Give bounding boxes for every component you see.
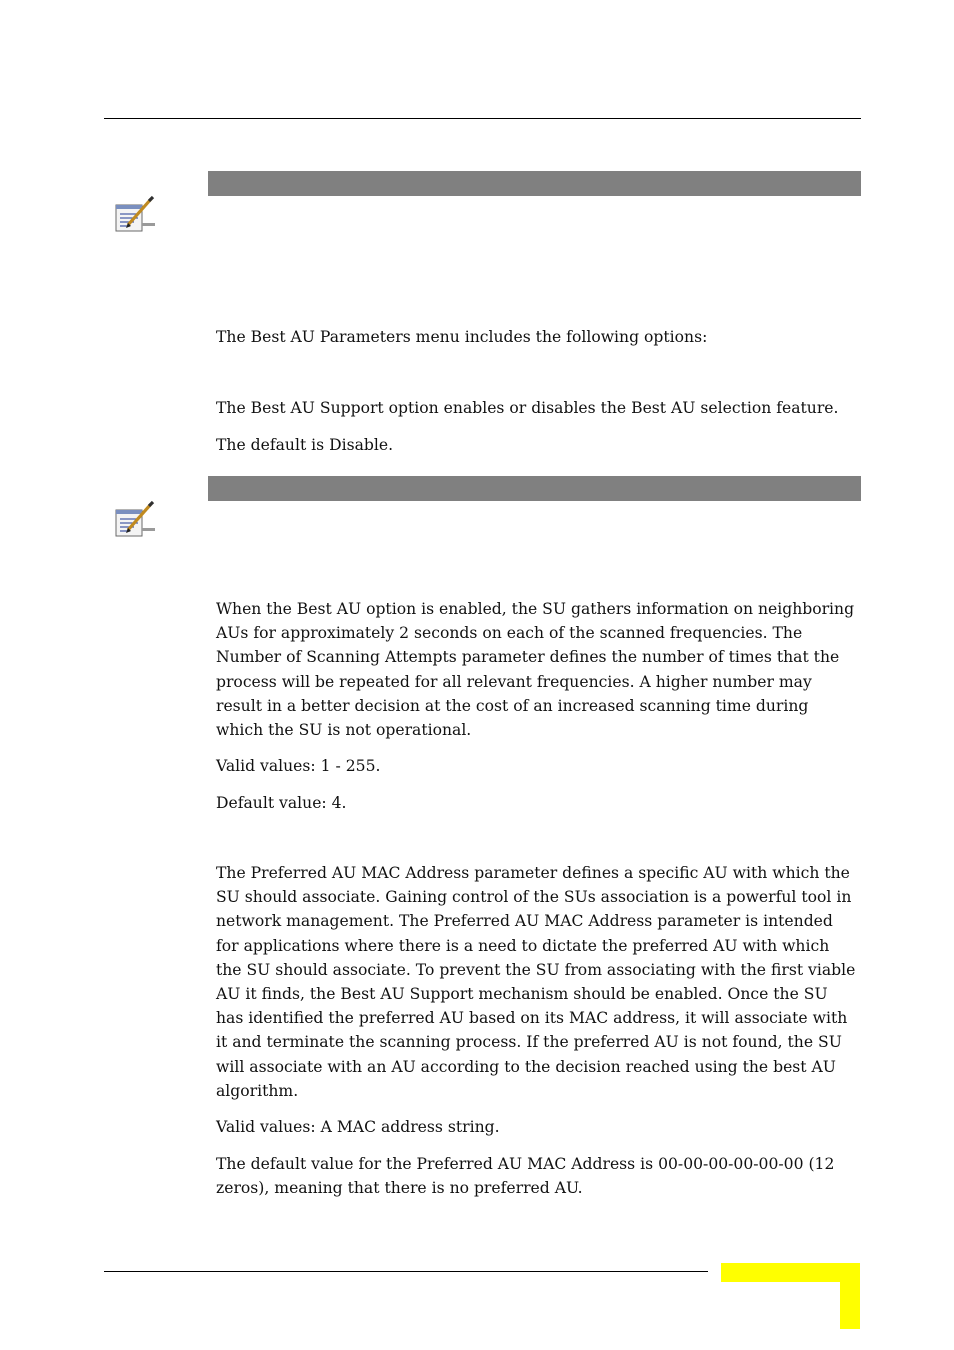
note-bar-1	[208, 171, 861, 196]
preferred-au-mac-default: The default value for the Preferred AU MAC Address is 00-00-00-00-00-00 (12 zeros), meaning that there is no preferred AU.	[216, 1155, 835, 1198]
page-number-tab	[721, 1263, 860, 1329]
preferred-au-mac-description: The Preferred AU MAC Address parameter defines a specific AU with which the SU should associate. Gaining control of the SUs association is a powerful tool in network management. The Preferred AU MAC Address parameter is intended for applications where there is a need to dictate the preferred AU with which the SU should associate. To prevent the SU from associating with the first viable AU it finds, the Best AU Support mechanism should be enabled. Once the SU has identified the preferred AU based on its MAC address, it will associate with it and terminate the scanning process. If the preferred AU is not found, the SU will associate with an AU according to the decision reached using the best AU algorithm.	[216, 864, 856, 1100]
footer-rule	[104, 1271, 708, 1272]
scanning-attempts-description: When the Best AU option is enabled, the SU gathers information on neighboring AUs for approximately 2 seconds on each of the scanned frequencies. The Number of Scanning Attempts parameter defines the number of times that the process will be repeated for all relevant frequencies. A higher number may result in a better decision at the cost of an increased scanning time during which the SU is not operational.	[216, 600, 855, 740]
note-bar-2	[208, 476, 861, 501]
header-rule	[104, 118, 861, 119]
notepad-pencil-icon	[114, 500, 158, 538]
menu-intro-text: The Best AU Parameters menu includes the following options:	[216, 328, 708, 346]
preferred-au-mac-valid-values: Valid values: A MAC address string.	[216, 1118, 500, 1136]
notepad-pencil-icon	[114, 195, 158, 233]
best-au-support-description: The Best AU Support option enables or disables the Best AU selection feature.	[216, 399, 839, 417]
page-number-tab-side	[840, 1263, 860, 1329]
scanning-attempts-valid-values: Valid values: 1 - 255.	[216, 757, 381, 775]
scanning-attempts-default: Default value: 4.	[216, 794, 347, 812]
best-au-support-default: The default is Disable.	[216, 436, 394, 454]
